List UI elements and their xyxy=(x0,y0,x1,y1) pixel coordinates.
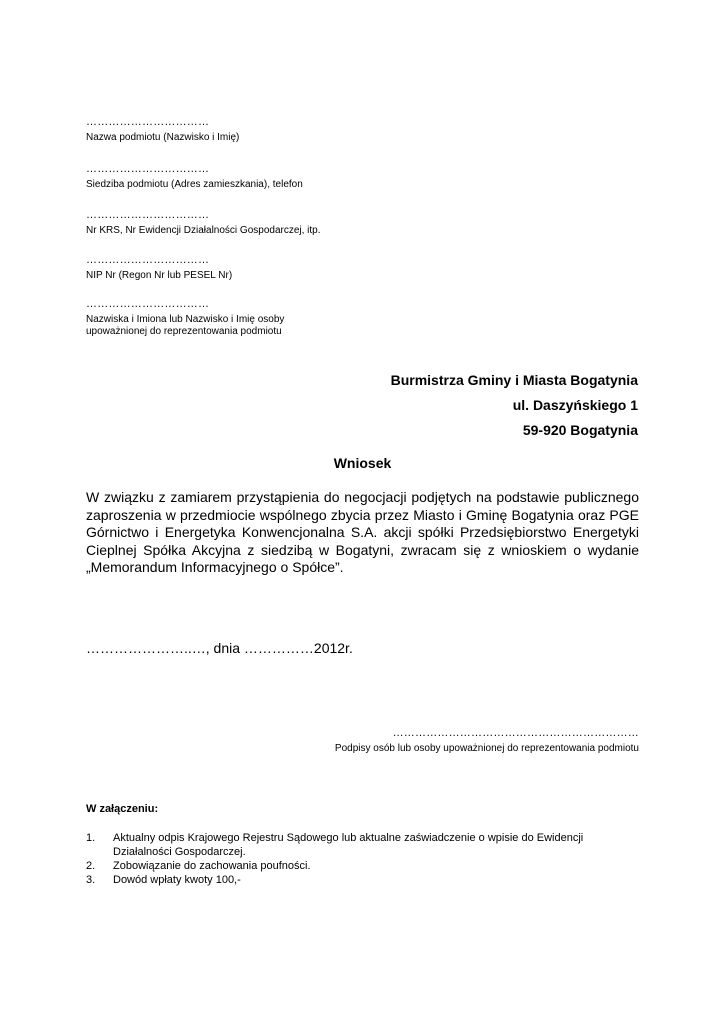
field-entity-name xyxy=(86,116,406,144)
attachment-text: Zobowiązanie do zachowania poufności. xyxy=(113,860,311,872)
field-registry-number xyxy=(86,209,406,237)
attachment-item xyxy=(86,831,641,859)
field-entity-address xyxy=(86,163,406,191)
attachment-number: 1. xyxy=(86,832,96,844)
attachment-item xyxy=(86,873,641,887)
representative-label xyxy=(86,314,406,338)
document-title: Wniosek xyxy=(333,455,392,471)
request-body: W związku z zamiarem przystąpienia do negocjacji podjętych na podstawie publicznego zaproszenia w przedmiocie wspólnego zbycia przez Miasto i Gminę Bogatynia oraz PGE Górnictwo i Energetyka Konwencjonalna S.A. akcji spółki Przedsiębiorstwo Energetyki Cieplnej Spółka Akcyjna z siedzibą w Bogatyni, zwracam się z wnioskiem o wydanie „Memorandum Informacyjnego o Spółce”. xyxy=(86,489,639,575)
signature-dots: ………………………………………………………… xyxy=(392,727,639,739)
entity-name-label: Nazwa podmiotu (Nazwisko i Imię) xyxy=(86,132,240,143)
tax-number-dots: …………………………… xyxy=(86,254,210,266)
registry-number-dots: …………………………… xyxy=(86,209,210,221)
field-representative xyxy=(86,298,406,338)
attachment-text: Dowód wpłaty kwoty 100,- xyxy=(113,874,241,886)
entity-address-label: Siedziba podmiotu (Adres zamieszkania), telefon xyxy=(86,179,303,190)
recipient-line2: ul. Daszyńskiego 1 xyxy=(512,397,638,413)
attachment-item xyxy=(86,859,641,873)
registry-number-label: Nr KRS, Nr Ewidencji Działalności Gospodarczej, itp. xyxy=(86,225,321,236)
signature-label: Podpisy osób lub osoby upoważnionej do reprezentowania podmiotu xyxy=(334,743,639,754)
representative-label-line1: Nazwiska i Imiona lub Nazwisko i Imię osoby xyxy=(86,314,285,325)
entity-name-dots: …………………………… xyxy=(86,116,210,128)
attachment-number: 3. xyxy=(86,874,96,886)
tax-number-label: NIP Nr (Regon Nr lub PESEL Nr) xyxy=(86,270,233,281)
entity-address-dots: …………………………… xyxy=(86,163,210,175)
attachment-number: 2. xyxy=(86,860,96,872)
attachments-list xyxy=(86,831,641,887)
recipient-line3: 59-920 Bogatynia xyxy=(522,422,638,438)
date-place-line: …………………..…, dnia ……………2012r. xyxy=(86,640,353,656)
attachment-text: Aktualny odpis Krajowego Rejestru Sądowego lub aktualne zaświadczenie o wpisie do Ewidencji Działalności Gospodarczej. xyxy=(113,832,584,858)
signature-block xyxy=(290,727,639,755)
recipient-line1: Burmistrza Gminy i Miasta Bogatynia xyxy=(390,372,638,388)
field-tax-number xyxy=(86,254,406,282)
attachments-heading: W załączeniu: xyxy=(86,803,159,815)
representative-dots: …………………………… xyxy=(86,298,210,310)
representative-label-line2: upoważnionej do reprezentowania podmiotu xyxy=(86,326,282,337)
